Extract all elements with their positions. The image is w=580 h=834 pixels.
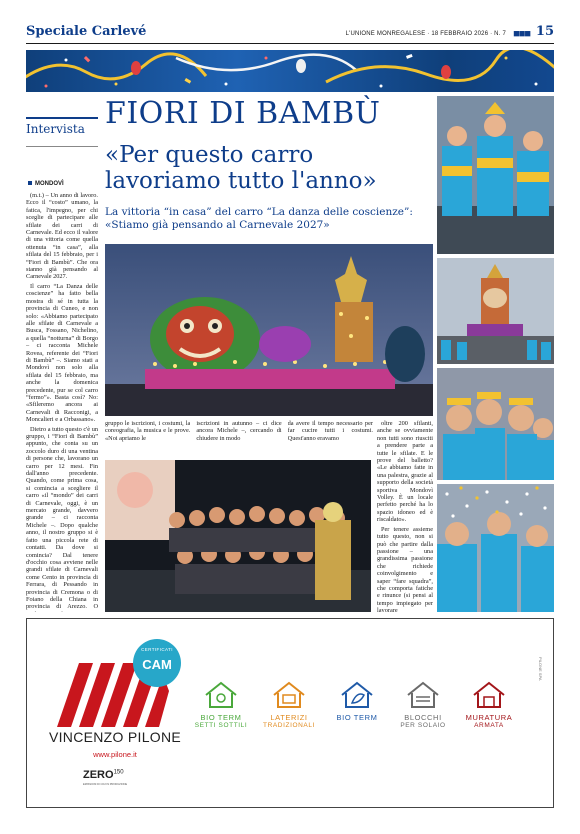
kicker: Intervista [26,117,98,139]
selfie-photo [437,368,554,480]
ad-side-text: PILONE SPA [538,657,543,681]
dancers-photo-image [437,96,554,254]
product-line-1: BIO TERM [200,713,242,722]
product-line-1: BLOCCHI [404,713,442,722]
cam-certified-badge [133,639,181,687]
product-laterizi [257,679,321,729]
product-muratura [457,679,521,729]
article-title: FIORI DI BAMBÙ [105,96,381,131]
cam-badge-label: CAM [142,657,172,672]
article-subtitle: «Per questo carro lavoriamo tutto l'anno» [105,142,377,194]
article-column-3: iscrizioni in autunno – ci dice ancora Michele –, cercando di chiudere in modo [196,420,282,442]
product-line-1: BIO TERM [336,713,378,722]
product-line-2: PER SOLAIO [400,722,446,729]
zero-emissions-caption: EMISSIONI DI CO2 IN PRODUZIONE [83,783,128,786]
zero-emissions-logo [83,769,124,781]
article-column-4: da avere il tempo necessario per far cucire tutti i costumi. Quest'anno eravamo [287,420,373,442]
house-blocks-icon [404,679,442,709]
masthead: L'UNIONE MONREGALESE · 18 FEBBRAIO 2026 · N. 7 [345,31,506,37]
article-body-columns [105,420,373,460]
advertisement [26,618,554,808]
house-sun-icon [202,679,240,709]
zero-label: ZERO [83,769,114,781]
paragraph: oltre 200 sfilanti, anche se ovviamente non tutti sono riusciti a prendere parte a tutte le sfilate. E le prove del balletto? «Le abbiamo fatte in una palestra, grazie al supporto della società sportiva Mondovì Volley. È un locale perfetto perché ha lo spazio idoneo ed è riscaldato». [377,420,433,524]
zero-badge: 150 [113,769,124,776]
cam-badge-top: CERTIFICATI [141,647,173,652]
dancers-photo [437,96,554,254]
brand-name: VINCENZO PILONE [48,729,182,745]
selfie-photo-image [437,368,554,480]
float-daylight-photo [437,258,554,364]
product-line-1: LATERIZI [270,713,308,722]
product-line-1: MURATURA [465,713,513,722]
article-column-2: gruppo le iscrizioni, i costumi, la coreografia, la musica e le prove. «Noi apriamo le [105,420,191,442]
article-summary: La vittoria “in casa” del carro “La danza delle coscienze”: «Stiamo già pensando al Carnevale 2027» [105,206,413,231]
house-leaf-icon [338,679,376,709]
section-name: Speciale Carlevé [26,24,147,39]
paragraph: (m.t.) – Un anno di lavoro. Ecco il “costo” umano, la fatica, l'impegno, per chi sceglie di partecipare alle sfilate dei carri di Carnevale. Ed ecco il valore di una vittoria come quella ottenuta “in casa”, alla sfilata del 15 febbraio, per i “Fiori di Bambù”. Che ora stanno già pensando al Carnevale 2027. [26,192,98,281]
confetti-photo-image [437,484,554,612]
header-dots: ■■■ [513,28,530,40]
float-photo-image [105,244,433,416]
article-column-5 [377,420,433,614]
paragraph: Per tenere assieme tutto questo, non si può che partire dalla passione – una grandissima passione che richiede coinvolgimento e saper “fare squadra”, che comporta fatiche e rinunce (si pensi al tempo impiegato per lavorare [377,525,433,614]
byline-location: MONDOVÌ [28,181,64,187]
banner-decoration [26,50,554,92]
product-line-2: SETTI SOTTILI [194,722,248,729]
article-column-1 [26,192,98,612]
paragraph: Il carro “La Danza delle coscienze” ha fatto bella mostra di sé in tutta la provincia di Cuneo, e non solo: «Abbiamo partecipato alle sfilate di Carnevale a Busca, Fossano, Nichelino, a quella “notturna” di Borgo – ci racconta Michele Rovea, referente dei “Fiori di Bambù” –. Siamo stati a Mondovì non solo alla sfilata del 15 febbraio, ma anche la domenica precedente, pur se col carro “fermo”». Basta così? No: «Sfileremo ancora ai Carnevali di Racconigi, a Moncalieri e a Orbassano». [26,282,98,424]
house-wall-icon [470,679,508,709]
confetti-photo [437,484,554,612]
product-bio-term-setti [189,679,253,729]
group-photo [105,460,371,612]
product-line-2: ARMATA [474,722,504,729]
carnival-banner [26,50,554,92]
page-header [26,24,554,44]
product-blocchi [391,679,455,729]
float-daylight-photo-image [437,258,554,364]
group-photo-image [105,460,371,612]
page-number: 15 [535,24,554,39]
product-line-2: TRADIZIONALI [263,722,315,729]
brand-website[interactable]: www.pilone.it [93,750,137,759]
product-bio-term [325,679,389,722]
kicker-divider [26,146,98,147]
carnival-float-photo [105,244,433,416]
paragraph: Dietro a tutto questo c'è un gruppo, i “Fiori di Bambù” appunto, che conta su un zoccolo duro di una ventina di persone che, lavorano un carro per 12 mesi. Fin dall'anno precedente. Quando, come prima cosa, si comincia a scegliere il carro «il “mondo” dei carri di Carnevale, oggi, è un mercato grande, davvero grande – ci racconta Michele –. Dopo qualche anno, il nostro gruppo si è fatto una piccola rete di contatti. Da dove si comincia? Dal tenere d'occhio cosa avviene nelle grandi sfilate di Carnevali come Cento in provincia di Ferrara, di Pessando in provincia di Cremona o di Foiano della Chiana in provincia di Arezzo. O [26,425,98,611]
house-bricks-icon [270,679,308,709]
